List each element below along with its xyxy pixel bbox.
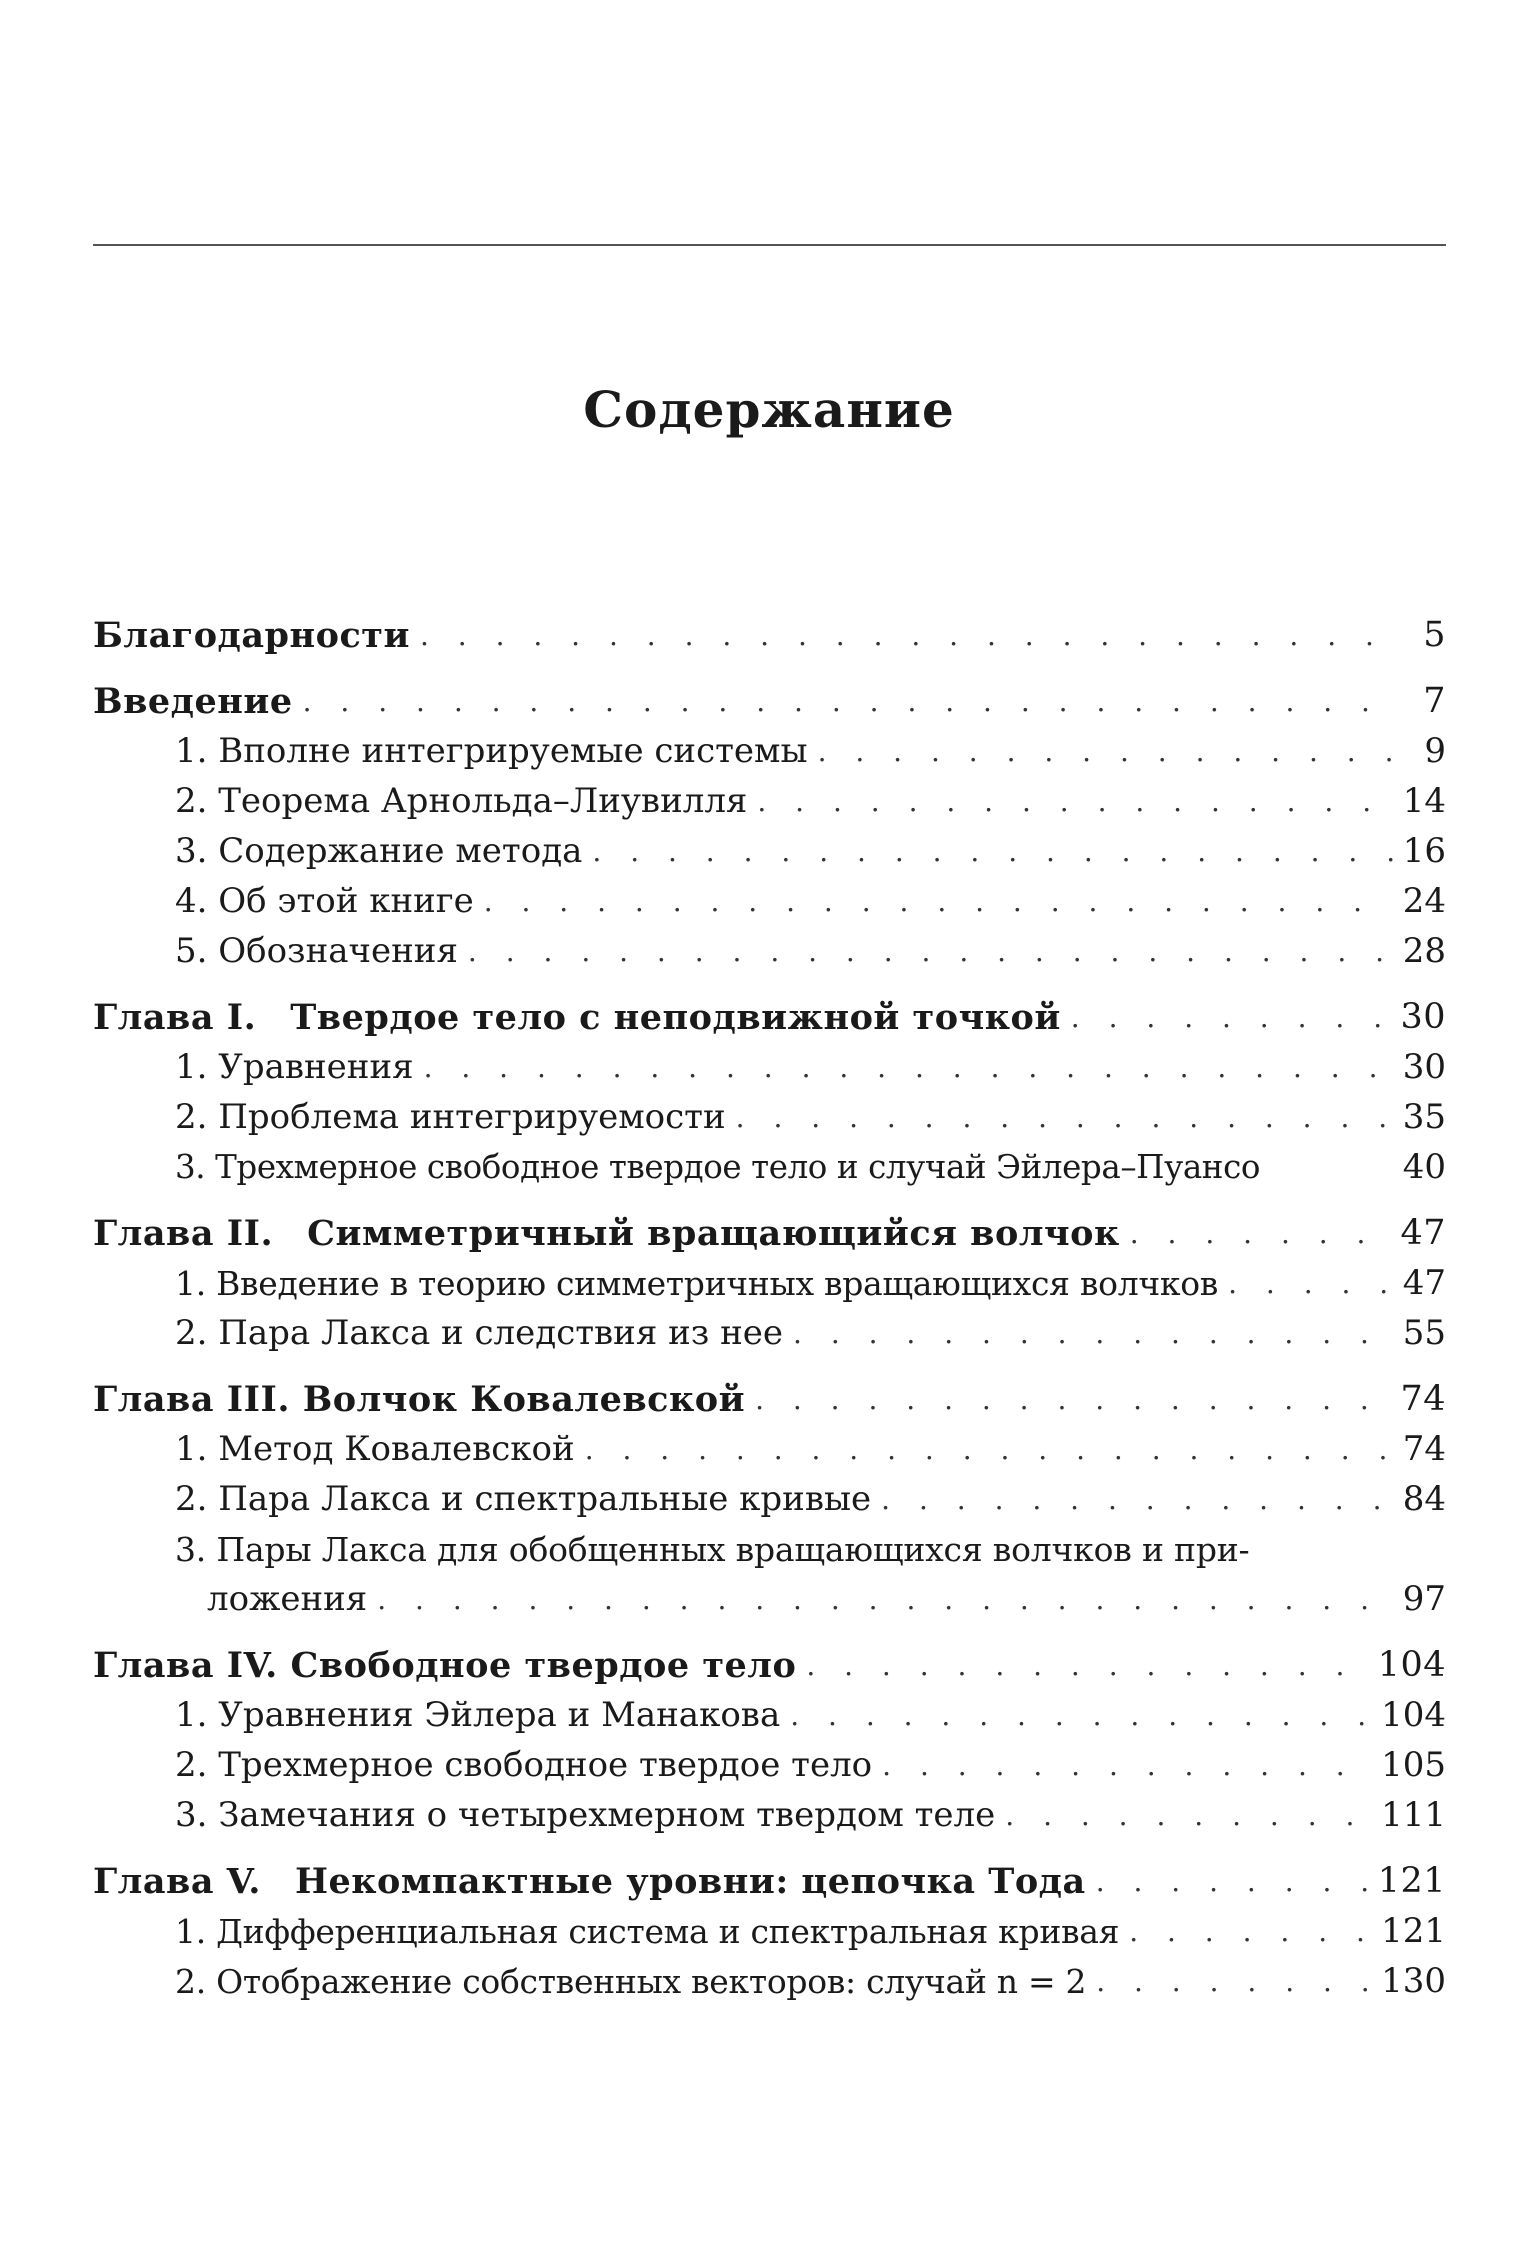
leader-dots — [420, 619, 1396, 652]
toc-subentry-label: 4. Об этой книге — [175, 881, 474, 921]
leader-dots — [790, 1699, 1371, 1732]
leader-dots — [882, 1749, 1371, 1782]
toc-subentry-label: 2. Трехмерное свободное твердое тело — [175, 1745, 873, 1785]
toc-subentry-label: 1. Дифференциальная система и спектральная кривая — [175, 1911, 1120, 1951]
toc-chapter-2[interactable] — [93, 1208, 1446, 1258]
toc-page-number: 28 — [1402, 931, 1446, 971]
toc-subentry-label: 1. Вполне интегрируемые системы — [175, 731, 808, 771]
toc-subentry-continuation[interactable] — [93, 1574, 1446, 1624]
toc-subentry[interactable] — [93, 726, 1446, 776]
toc-subentry-label: 3. Трехмерное свободное твердое тело и случай Эйлера–Пуансо — [175, 1148, 1261, 1186]
toc-subentry[interactable] — [93, 1092, 1446, 1142]
toc-page-number: 14 — [1402, 781, 1446, 821]
leader-dots — [303, 685, 1396, 718]
toc-subentry-label: 2. Теорема Арнольда–Лиувилля — [175, 781, 748, 821]
chapter-title: Твердое тело с неподвижной точкой — [290, 996, 1061, 1038]
chapter-title: Симметричный вращающийся волчок — [307, 1212, 1120, 1254]
toc-subentry-label: 2. Пара Лакса и следствия из нее — [175, 1313, 784, 1353]
toc-page-number: 35 — [1402, 1097, 1446, 1137]
toc-page-number: 9 — [1424, 731, 1446, 771]
toc-page-number: 74 — [1400, 1379, 1446, 1419]
toc-chapter-label — [93, 1645, 796, 1686]
leader-dots — [755, 1383, 1390, 1416]
toc-page-number: 105 — [1381, 1745, 1446, 1785]
toc-page-number: 121 — [1377, 1861, 1446, 1901]
toc-subentry[interactable] — [93, 1740, 1446, 1790]
toc-subentry[interactable] — [93, 1474, 1446, 1524]
toc-chapter-3[interactable] — [93, 1374, 1446, 1424]
leader-dots — [793, 1317, 1393, 1350]
toc-page-number: 111 — [1381, 1795, 1446, 1835]
toc-subentry[interactable] — [93, 1424, 1446, 1474]
leader-dots — [736, 1101, 1393, 1134]
toc-subentry-label: 3. Пары Лакса для обобщенных вращающихся волчков и при- — [175, 1529, 1250, 1569]
toc-subentry-label: 1. Уравнения Эйлера и Манакова — [175, 1695, 781, 1735]
leader-dots — [1130, 1217, 1391, 1250]
chapter-title: Некомпактные уровни: цепочка Тода — [294, 1860, 1086, 1902]
toc-chapter-label — [93, 1861, 1086, 1902]
toc-subentry-label: 1. Уравнения — [175, 1047, 414, 1087]
toc-page-number: 47 — [1402, 1263, 1446, 1303]
toc-subentry[interactable] — [93, 1524, 1446, 1574]
toc-page-number: 30 — [1400, 997, 1446, 1037]
chapter-number: Глава V. — [93, 1860, 261, 1902]
toc-subentry-label: ложения — [207, 1579, 368, 1619]
leader-dots — [1129, 1915, 1371, 1948]
toc-subentry[interactable] — [93, 926, 1446, 976]
toc-page-number: 30 — [1402, 1047, 1446, 1087]
toc-subentry-label: 5. Обозначения — [175, 931, 458, 971]
toc-page-number: 16 — [1402, 831, 1446, 871]
toc-entry-label: Введение — [93, 680, 293, 722]
chapter-number: Глава II. — [93, 1212, 274, 1254]
table-of-contents — [93, 610, 1446, 2006]
chapter-title: Волчок Ковалевской — [302, 1378, 746, 1420]
toc-subentry[interactable] — [93, 1690, 1446, 1740]
toc-subentry[interactable] — [93, 1956, 1446, 2006]
toc-page-number: 5 — [1423, 615, 1446, 655]
leader-dots — [468, 935, 1393, 968]
toc-subentry[interactable] — [93, 776, 1446, 826]
toc-chapter-label — [93, 1379, 745, 1420]
toc-page-number: 55 — [1402, 1313, 1446, 1353]
toc-chapter-1[interactable] — [93, 992, 1446, 1042]
toc-subentry[interactable] — [93, 1258, 1446, 1308]
toc-page-number: 121 — [1381, 1911, 1446, 1951]
leader-dots — [1228, 1267, 1393, 1300]
toc-subentry[interactable] — [93, 1042, 1446, 1092]
toc-chapter-label — [93, 1213, 1120, 1254]
leader-dots — [585, 1433, 1393, 1466]
toc-page-number: 104 — [1377, 1645, 1446, 1685]
toc-subentry-label: 1. Метод Ковалевской — [175, 1429, 575, 1469]
toc-subentry-label: 1. Введение в теорию симметричных вращающихся волчков — [175, 1263, 1219, 1303]
toc-subentry-label: 2. Проблема интегрируемости — [175, 1097, 726, 1137]
page-title: Содержание — [583, 380, 955, 439]
chapter-number: Глава III. — [93, 1378, 291, 1420]
leader-dots — [592, 835, 1392, 868]
chapter-number: Глава I. — [93, 996, 257, 1038]
toc-subentry[interactable] — [93, 876, 1446, 926]
leader-dots — [424, 1051, 1393, 1084]
leader-dots — [806, 1649, 1367, 1682]
toc-subentry-label: 2. Пара Лакса и спектральные кривые — [175, 1479, 872, 1519]
leader-dots — [1096, 1965, 1371, 1998]
toc-subentry[interactable] — [93, 1308, 1446, 1358]
leader-dots — [484, 885, 1393, 918]
toc-subentry-label: 2. Отображение собственных векторов: случай n = 2 — [175, 1961, 1087, 2001]
toc-subentry-label: 3. Содержание метода — [175, 831, 583, 871]
header-rule — [93, 244, 1446, 246]
toc-subentry[interactable] — [93, 826, 1446, 876]
leader-dots — [757, 785, 1392, 818]
toc-page-number: 104 — [1381, 1695, 1446, 1735]
toc-subentry-label: 3. Замечания о четырехмерном твердом теле — [175, 1795, 996, 1835]
toc-page-number: 74 — [1402, 1429, 1446, 1469]
toc-subentry[interactable] — [93, 1142, 1446, 1192]
toc-subentry[interactable] — [93, 1790, 1446, 1840]
toc-entry-intro[interactable] — [93, 676, 1446, 726]
leader-dots — [1071, 1001, 1391, 1034]
toc-page-number: 97 — [1402, 1579, 1446, 1619]
toc-entry-label: Благодарности — [93, 614, 410, 656]
chapter-title: Свободное твердое тело — [290, 1644, 797, 1686]
toc-chapter-label — [93, 997, 1061, 1038]
toc-page-number: 84 — [1402, 1479, 1446, 1519]
leader-dots — [818, 735, 1396, 768]
toc-chapter-5[interactable] — [93, 1856, 1446, 1906]
toc-entry-ack[interactable] — [93, 610, 1446, 660]
toc-subentry[interactable] — [93, 1906, 1446, 1956]
toc-page-number: 7 — [1423, 681, 1446, 721]
toc-page-number: 130 — [1381, 1961, 1446, 2001]
chapter-number: Глава IV. — [93, 1644, 278, 1686]
leader-dots — [1096, 1865, 1368, 1898]
toc-page-number: 40 — [1402, 1147, 1446, 1187]
toc-page-number: 24 — [1402, 881, 1446, 921]
toc-page-number: 47 — [1400, 1213, 1446, 1253]
toc-chapter-4[interactable] — [93, 1640, 1446, 1690]
leader-dots — [1005, 1799, 1371, 1832]
leader-dots — [377, 1583, 1392, 1616]
leader-dots — [881, 1483, 1393, 1516]
